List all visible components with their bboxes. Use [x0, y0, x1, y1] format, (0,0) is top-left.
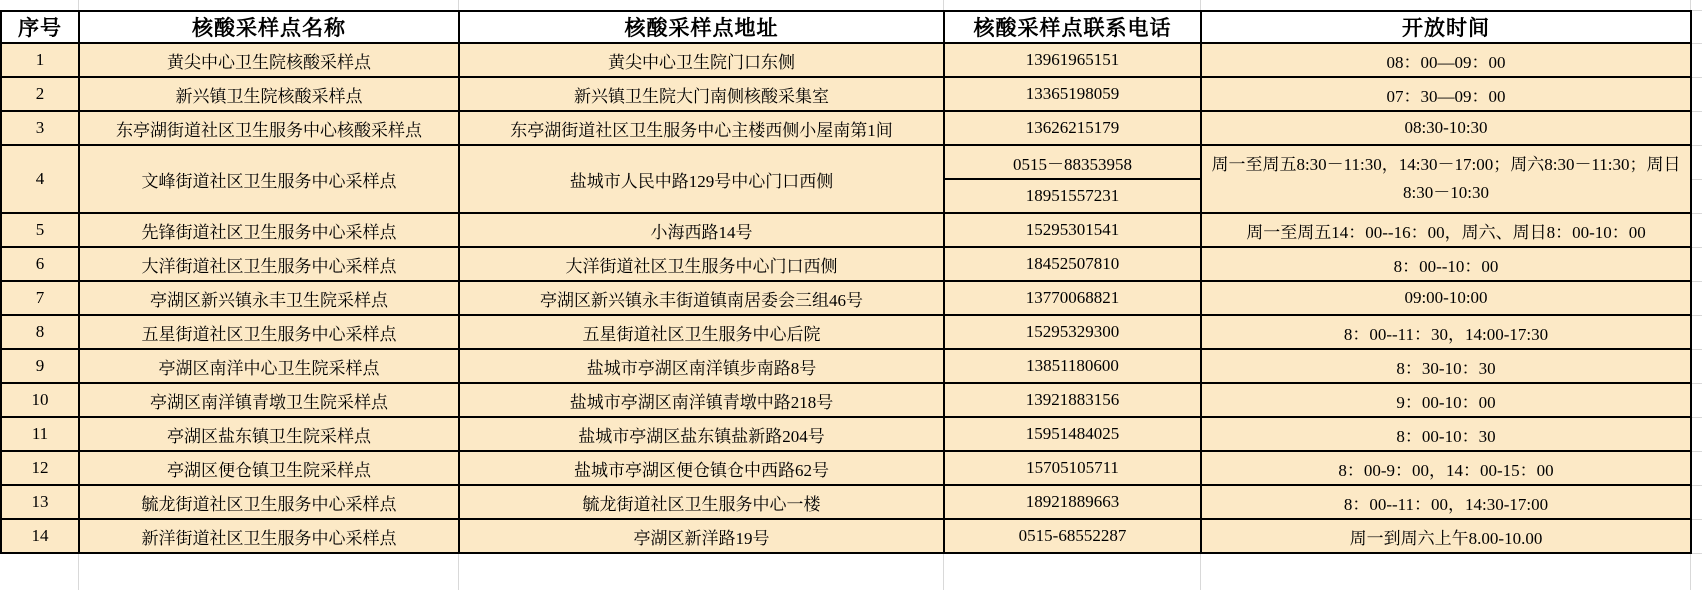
- table-row: [1, 383, 1691, 417]
- cell-address: 毓龙街道社区卫生服务中心一楼: [459, 485, 944, 519]
- gridline-tick: [1692, 349, 1702, 350]
- table-row: [1, 315, 1691, 349]
- cell-index: 5: [1, 213, 79, 247]
- cell-phone: 13365198059: [944, 77, 1201, 111]
- cell-name: 大洋街道社区卫生服务中心采样点: [79, 247, 459, 281]
- cell-name: 亭湖区南洋镇青墩卫生院采样点: [79, 383, 459, 417]
- cell-hours: 08:30-10:30: [1201, 111, 1691, 145]
- cell-index: 3: [1, 111, 79, 145]
- cell-address: 小海西路14号: [459, 213, 944, 247]
- table-row: [1, 77, 1691, 111]
- gridline-tick: [1692, 451, 1702, 452]
- table-row: [1, 111, 1691, 145]
- cell-hours: 8：00--11：30，14:00-17:30: [1201, 315, 1691, 349]
- gridline-tick: [1200, 554, 1201, 590]
- table-row: [1, 451, 1691, 485]
- cell-index: 4: [1, 145, 79, 213]
- cell-name: 毓龙街道社区卫生服务中心采样点: [79, 485, 459, 519]
- gridline-tick: [1692, 247, 1702, 248]
- table-row: [1, 213, 1691, 247]
- cell-phone: 15295301541: [944, 213, 1201, 247]
- cell-phone: 13770068821: [944, 281, 1201, 315]
- cell-address: 盐城市亭湖区盐东镇盐新路204号: [459, 417, 944, 451]
- cell-index: 1: [1, 43, 79, 77]
- cell-hours: 8：00-9：00，14：00-15：00: [1201, 451, 1691, 485]
- table-row: [1, 349, 1691, 383]
- cell-hours: 周一至周五8:30－11:30，14:30－17:00；周六8:30－11:30；周日8:30－10:30: [1201, 145, 1691, 213]
- cell-name: 亭湖区盐东镇卫生院采样点: [79, 417, 459, 451]
- cell-address: 亭湖区新兴镇永丰街道镇南居委会三组46号: [459, 281, 944, 315]
- gridline-tick: [1690, 554, 1691, 590]
- gridline-tick: [458, 554, 459, 590]
- cell-hours: 周一至周五14：00--16：00，周六、周日8：00-10：00: [1201, 213, 1691, 247]
- cell-index: 7: [1, 281, 79, 315]
- cell-index: 11: [1, 417, 79, 451]
- cell-hours: 8：00--11：00，14:30-17:00: [1201, 485, 1691, 519]
- cell-name: 五星街道社区卫生服务中心采样点: [79, 315, 459, 349]
- header-row: [1, 11, 1691, 43]
- gridline-tick: [1692, 281, 1702, 282]
- gridline-tick: [1692, 10, 1702, 11]
- cell-index: 8: [1, 315, 79, 349]
- cell-phone: 13626215179: [944, 111, 1201, 145]
- gridline-tick: [78, 0, 79, 10]
- cell-address: 大洋街道社区卫生服务中心门口西侧: [459, 247, 944, 281]
- gridline-tick: [1690, 0, 1691, 10]
- gridline-tick: [1692, 145, 1702, 146]
- table-row: [1, 417, 1691, 451]
- cell-index: 6: [1, 247, 79, 281]
- cell-index: 10: [1, 383, 79, 417]
- cell-address: 盐城市亭湖区南洋镇步南路8号: [459, 349, 944, 383]
- cell-address: 东亭湖街道社区卫生服务中心主楼西侧小屋南第1间: [459, 111, 944, 145]
- cell-hours: 07：30—09：00: [1201, 77, 1691, 111]
- table-body: [1, 43, 1691, 553]
- gridline-tick: [943, 554, 944, 590]
- cell-index: 13: [1, 485, 79, 519]
- cell-name: 亭湖区南洋中心卫生院采样点: [79, 349, 459, 383]
- table-row: [1, 519, 1691, 553]
- cell-hours: 8：00-10：30: [1201, 417, 1691, 451]
- gridline-tick: [1692, 383, 1702, 384]
- table-row: [1, 281, 1691, 315]
- gridline-tick: [1692, 111, 1702, 112]
- cell-phone: 15295329300: [944, 315, 1201, 349]
- table-row: [1, 145, 1691, 179]
- cell-phone: 18452507810: [944, 247, 1201, 281]
- cell-index: 12: [1, 451, 79, 485]
- gridline-tick: [1692, 485, 1702, 486]
- gridline-tick: [1692, 43, 1702, 44]
- cell-address: 盐城市亭湖区南洋镇青墩中路218号: [459, 383, 944, 417]
- cell-index: 14: [1, 519, 79, 553]
- cell-phone: 15951484025: [944, 417, 1201, 451]
- gridline-tick: [1692, 315, 1702, 316]
- cell-phone: 18921889663: [944, 485, 1201, 519]
- cell-hours: 9：00-10：00: [1201, 383, 1691, 417]
- column-header-address: 核酸采样点地址: [459, 11, 944, 43]
- cell-phone: 13961965151: [944, 43, 1201, 77]
- cell-address: 盐城市人民中路129号中心门口西侧: [459, 145, 944, 213]
- cell-phone: 13921883156: [944, 383, 1201, 417]
- cell-name: 亭湖区新兴镇永丰卫生院采样点: [79, 281, 459, 315]
- table-row: [1, 43, 1691, 77]
- gridline-tick: [1692, 417, 1702, 418]
- cell-address: 黄尖中心卫生院门口东侧: [459, 43, 944, 77]
- table-row: [1, 485, 1691, 519]
- gridline-tick: [458, 0, 459, 10]
- cell-hours: 09:00-10:00: [1201, 281, 1691, 315]
- cell-phone: 13851180600: [944, 349, 1201, 383]
- table-row: [1, 247, 1691, 281]
- column-header-name: 核酸采样点名称: [79, 11, 459, 43]
- gridline-tick: [1692, 77, 1702, 78]
- gridline-tick: [1692, 519, 1702, 520]
- gridline-tick: [1200, 0, 1201, 10]
- column-header-index: 序号: [1, 11, 79, 43]
- cell-name: 黄尖中心卫生院核酸采样点: [79, 43, 459, 77]
- cell-hours: 周一到周六上午8.00-10.00: [1201, 519, 1691, 553]
- gridline-tick: [1692, 553, 1702, 554]
- cell-phone: 18951557231: [944, 179, 1201, 213]
- cell-name: 亭湖区便仓镇卫生院采样点: [79, 451, 459, 485]
- cell-index: 2: [1, 77, 79, 111]
- sampling-points-table: [0, 10, 1692, 554]
- cell-name: 东亭湖街道社区卫生服务中心核酸采样点: [79, 111, 459, 145]
- column-header-phone: 核酸采样点联系电话: [944, 11, 1201, 43]
- cell-address: 五星街道社区卫生服务中心后院: [459, 315, 944, 349]
- cell-phone: 0515-68552287: [944, 519, 1201, 553]
- cell-name: 先锋街道社区卫生服务中心采样点: [79, 213, 459, 247]
- cell-address: 新兴镇卫生院大门南侧核酸采集室: [459, 77, 944, 111]
- column-header-hours: 开放时间: [1201, 11, 1691, 43]
- gridline-tick: [943, 0, 944, 10]
- cell-address: 盐城市亭湖区便仓镇仓中西路62号: [459, 451, 944, 485]
- cell-phone: 0515－88353958: [944, 145, 1201, 179]
- cell-index: 9: [1, 349, 79, 383]
- gridline-tick: [1692, 179, 1702, 180]
- cell-name: 新兴镇卫生院核酸采样点: [79, 77, 459, 111]
- cell-address: 亭湖区新洋路19号: [459, 519, 944, 553]
- gridline-tick: [78, 554, 79, 590]
- gridline-tick: [1692, 213, 1702, 214]
- cell-hours: 08：00—09：00: [1201, 43, 1691, 77]
- cell-hours: 8：00--10：00: [1201, 247, 1691, 281]
- cell-phone: 15705105711: [944, 451, 1201, 485]
- cell-hours: 8：30-10：30: [1201, 349, 1691, 383]
- cell-name: 文峰街道社区卫生服务中心采样点: [79, 145, 459, 213]
- table-header: [1, 11, 1691, 43]
- cell-name: 新洋街道社区卫生服务中心采样点: [79, 519, 459, 553]
